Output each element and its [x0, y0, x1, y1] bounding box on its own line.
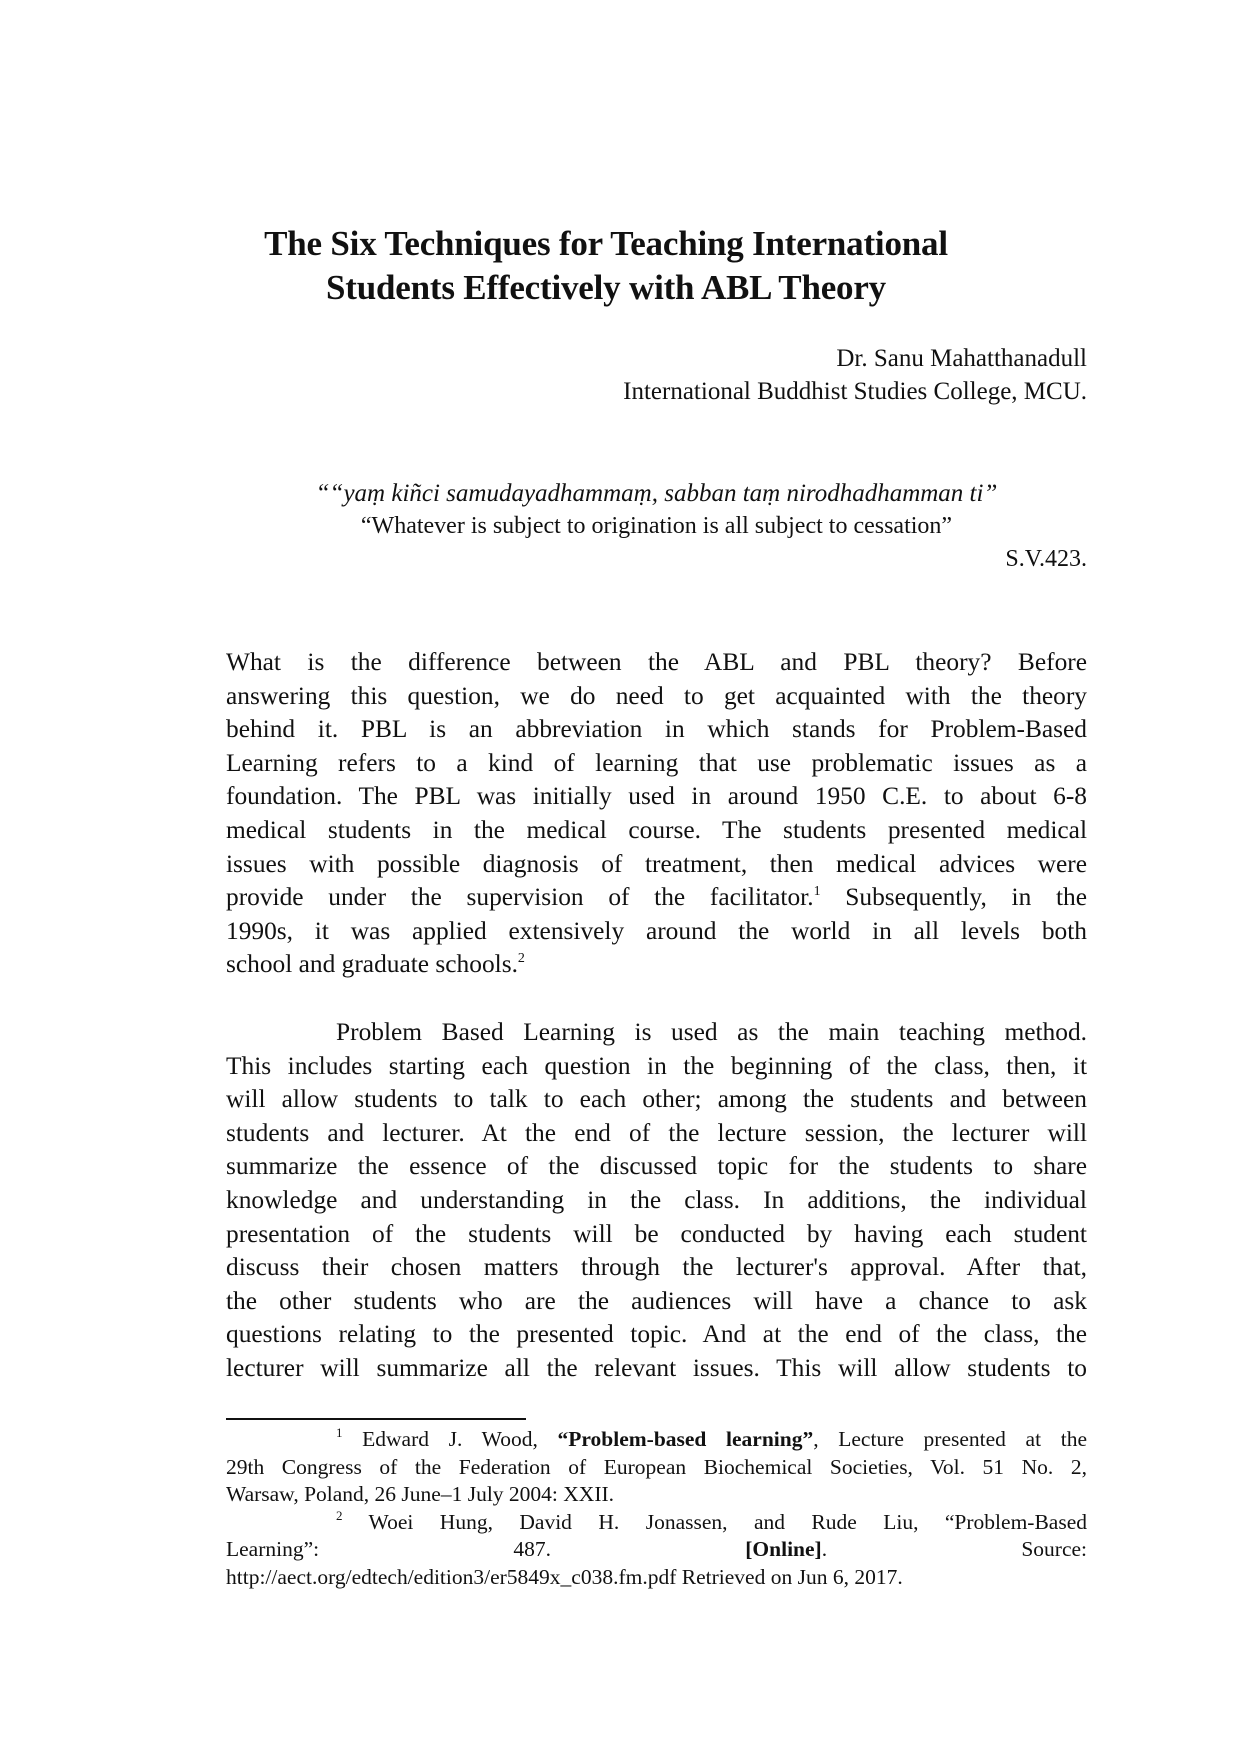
footnote-2-line-1 [226, 1509, 1087, 1537]
footnote-title: “Problem-based learning” [557, 1427, 814, 1451]
text-segment: Subsequently, in the [820, 883, 1087, 912]
text-line: behind it. PBL is an abbreviation in which stands for Problem-Based [226, 715, 1087, 744]
text-line [226, 881, 1087, 915]
text-line: will allow students to talk to each other; among the students and between [226, 1085, 1087, 1114]
text-line: answering this question, we do need to get acquainted with the theory [226, 681, 1087, 710]
epigraph-translation: “Whatever is subject to origination is all subject to cessation” [360, 513, 953, 539]
epigraph-reference: S.V.423. [1005, 546, 1087, 572]
epigraph [226, 478, 1087, 576]
footnote-2-line-2 [226, 1536, 1087, 1564]
text-line: medical students in the medical course. The students presented medical [226, 815, 1087, 844]
footnotes [226, 1426, 1087, 1592]
text-line: questions relating to the presented topic. And at the end of the class, the [226, 1320, 1087, 1349]
text-line: 1990s, it was applied extensively around the world in all levels both [226, 916, 1087, 945]
footnote-marker-2: 2 [336, 1507, 343, 1523]
text-line: students and lecturer. At the end of the lecture session, the lecturer will [226, 1118, 1087, 1147]
text-line: presentation of the students will be conducted by having each student [226, 1219, 1087, 1248]
text-line: summarize the essence of the discussed topic for the students to share [226, 1152, 1087, 1181]
footnote-text: Woei Hung, David H. Jonassen, and Rude Liu, “Problem-Based [342, 1509, 1087, 1534]
text-line: Learning refers to a kind of learning that use problematic issues as a [226, 748, 1087, 777]
text-segment: provide under the supervision of the facilitator. [226, 883, 814, 912]
footnote-marker-1: 1 [336, 1425, 343, 1440]
footnote-page: 487. [513, 1537, 551, 1562]
text-line: What is the difference between the ABL and PBL theory? Before [226, 648, 1087, 676]
title-line-2: Students Effectively with ABL Theory [326, 268, 886, 307]
footnote-1-line-2: 29th Congress of the Federation of European Biochemical Societies, Vol. 51 No. 2, [226, 1454, 1087, 1479]
footnote-ref-2[interactable]: 2 [517, 951, 525, 967]
author-block [623, 342, 1087, 408]
paper-title [226, 222, 986, 310]
text-line [226, 948, 1087, 982]
title-line-1: The Six Techniques for Teaching International [264, 224, 948, 263]
footnote-separator [226, 1418, 526, 1420]
text-line: This includes starting each question in the beginning of the class, then, it [226, 1051, 1087, 1080]
text-line: issues with possible diagnosis of treatment, then medical advices were [226, 849, 1087, 878]
footnote-text: . [821, 1537, 828, 1562]
footnote-text: , Lecture presented at the [813, 1427, 1087, 1451]
text-line: knowledge and understanding in the class. In additions, the individual [226, 1185, 1087, 1214]
footnote-ref-1[interactable]: 1 [813, 884, 821, 900]
author-name: Dr. Sanu Mahatthanadull [836, 345, 1087, 372]
paragraph-1 [226, 646, 1087, 982]
footnote-online-label: [Online] [745, 1537, 822, 1562]
paragraph-2 [226, 1016, 1087, 1386]
text-line: the other students who are the audiences will have a chance to ask [226, 1286, 1087, 1315]
footnote-source-label: Source: [1021, 1537, 1088, 1562]
epigraph-pali: ““yaṃ kiñci samudayadhammaṃ, sabban taṃ nirodhadhamman ti” [315, 480, 998, 507]
footnote-2-url-line[interactable]: http://aect.org/edtech/edition3/er5849x_c038.fm.pdf Retrieved on Jun 6, 2017. [226, 1564, 903, 1589]
text-segment: school and graduate schools. [226, 950, 518, 979]
text-line: foundation. The PBL was initially used in around 1950 C.E. to about 6-8 [226, 782, 1087, 811]
text-line: lecturer will summarize all the relevant issues. This will allow students to [226, 1353, 1087, 1382]
footnote-text: Learning”: [226, 1537, 320, 1562]
author-affiliation: International Buddhist Studies College, MCU. [623, 378, 1087, 405]
text-line: discuss their chosen matters through the lecturer's approval. After that, [226, 1253, 1087, 1282]
footnote-author: Edward J. Wood, [342, 1427, 558, 1451]
text-line: Problem Based Learning is used as the main teaching method. [336, 1018, 1087, 1046]
footnote-online [745, 1537, 827, 1561]
footnote-1-line-1 [226, 1426, 1087, 1454]
footnote-1-line-3: Warsaw, Poland, 26 June–1 July 2004: XXII. [226, 1482, 615, 1507]
